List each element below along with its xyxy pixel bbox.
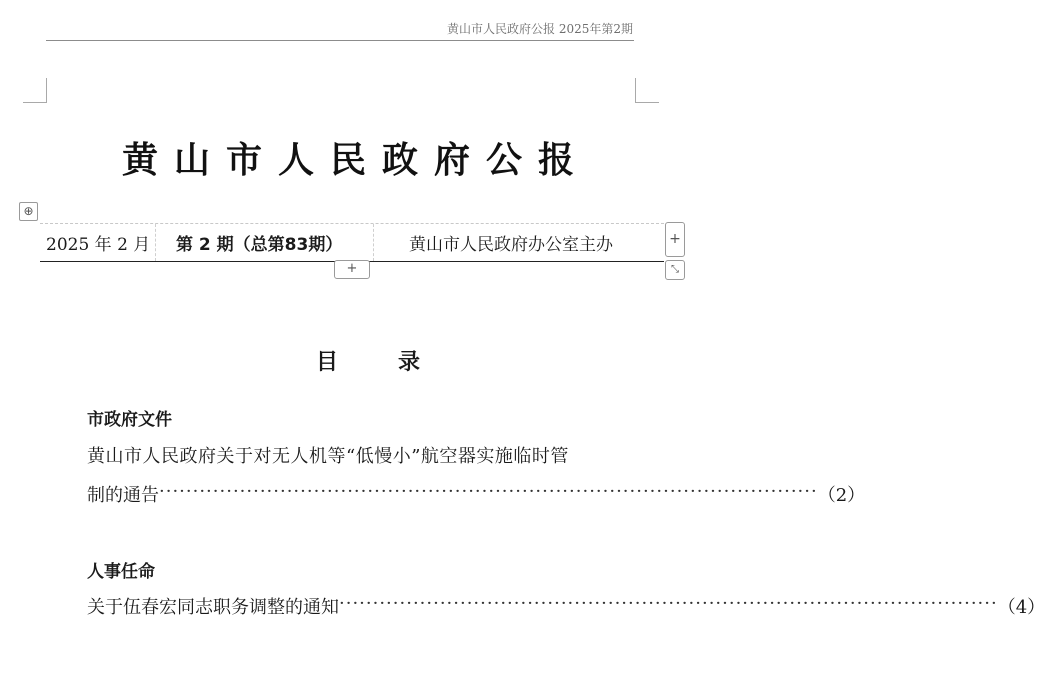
toc-entry-text: 制的通告 — [87, 485, 159, 506]
table-resize-icon[interactable]: ⤡ — [665, 260, 685, 280]
leader-dots: ·································································································· — [339, 593, 998, 614]
header-rule — [46, 40, 634, 41]
add-row-button[interactable]: + — [334, 260, 370, 279]
margin-corner-mark-right — [635, 78, 659, 103]
table-move-handle-icon[interactable]: ⊕ — [19, 202, 38, 221]
column-divider — [155, 224, 156, 261]
add-column-button[interactable]: + — [665, 222, 685, 257]
publisher: 黄山市人民政府办公室主办 — [409, 235, 613, 255]
toc-entry-text: 关于伍春宏同志职务调整的通知 — [87, 597, 339, 618]
gazette-title: 黄山市人民政府公报 — [122, 140, 591, 181]
column-divider — [373, 224, 374, 261]
section-heading: 人事任命 — [87, 562, 155, 582]
toc-entry[interactable] — [87, 481, 866, 507]
toc-page-number: （2） — [817, 485, 866, 506]
issue-date: 2025 年 2 月 — [46, 235, 151, 255]
margin-corner-mark-left — [23, 78, 47, 103]
toc-page-number: （4） — [997, 597, 1045, 618]
section-heading: 市政府文件 — [87, 410, 172, 430]
running-header: 黄山市人民政府公报 2025年第2期 — [447, 22, 633, 36]
toc-entry[interactable] — [87, 593, 1045, 619]
issue-number: 第 2 期（总第83期） — [176, 235, 343, 255]
leader-dots: ·································································································· — [159, 481, 818, 502]
issue-info-table[interactable] — [40, 223, 664, 262]
toc-title: 目录 — [316, 350, 481, 375]
toc-entry-text: 黄山市人民政府关于对无人机等“低慢小”航空器实施临时管 — [87, 446, 569, 467]
